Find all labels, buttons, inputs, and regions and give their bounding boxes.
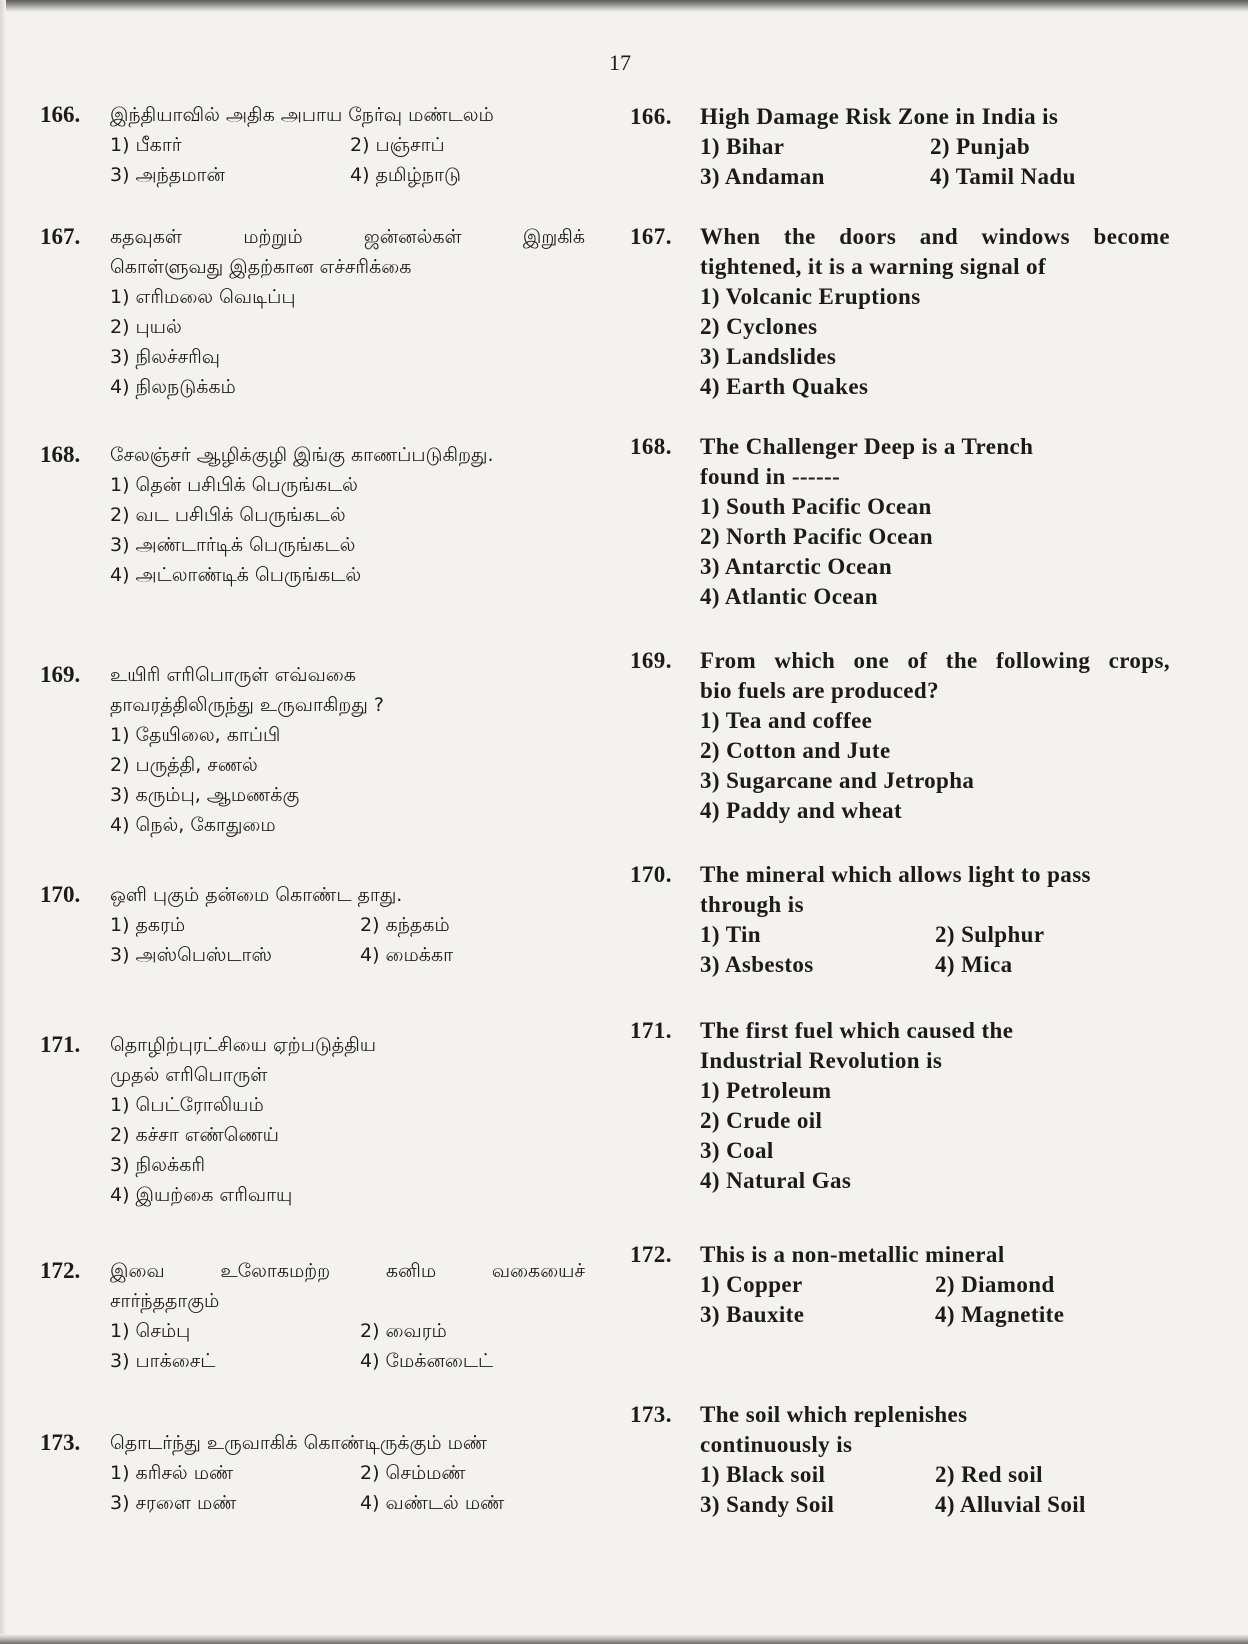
question-stem: இந்தியாவில் அதிக அபாய நேர்வு மண்டலம் [110, 104, 494, 126]
question-stem-line-2: முதல் எரிபொருள் [110, 1064, 268, 1086]
question-number: 171. [40, 1032, 81, 1057]
option-2: 2) North Pacific Ocean [700, 524, 933, 549]
question-number: 172. [630, 1242, 672, 1267]
option-2: 2) Crude oil [700, 1108, 823, 1133]
option-4: 4) Paddy and wheat [700, 798, 903, 823]
option-1: 1) Bihar [700, 134, 785, 159]
option-4: 4) நிலநடுக்கம் [110, 376, 236, 398]
question-stem: தொடர்ந்து உருவாகிக் கொண்டிருக்கும் மண் [110, 1432, 488, 1454]
scan-edge-left [0, 0, 6, 1644]
question-stem: ஒளி புகும் தன்மை கொண்ட தாது. [110, 884, 403, 906]
question-stem: This is a non-metallic mineral [700, 1242, 1005, 1267]
option-4: 4) Mica [935, 952, 1013, 977]
option-2: 2) Red soil [935, 1462, 1043, 1487]
option-2: 2) Cyclones [700, 314, 818, 339]
option-2: 2) Sulphur [935, 922, 1045, 947]
option-3: 3) நிலச்சரிவு [110, 346, 220, 368]
question-number: 170. [630, 862, 672, 887]
question-number: 168. [630, 434, 672, 459]
question-number: 166. [40, 102, 81, 127]
option-1: 1) South Pacific Ocean [700, 494, 932, 519]
scan-edge-top [0, 0, 1248, 12]
option-1: 1) தேயிலை, காப்பி [110, 724, 281, 746]
option-3: 3) சரளை மண் [110, 1492, 237, 1514]
question-number: 170. [40, 882, 81, 907]
question-number: 166. [630, 104, 672, 129]
option-2: 2) Cotton and Jute [700, 738, 891, 763]
option-4: 4) Natural Gas [700, 1168, 852, 1193]
option-4: 4) Atlantic Ocean [700, 584, 878, 609]
option-4: 4) நெல், கோதுமை [110, 814, 276, 836]
page-number: 17 [609, 50, 631, 75]
option-3: 3) அந்தமான் [110, 164, 225, 186]
question-stem-line-2: continuously is [700, 1432, 853, 1457]
option-4: 4) அட்லாண்டிக் பெருங்கடல் [110, 564, 362, 586]
option-3: 3) Asbestos [700, 952, 814, 977]
option-1: 1) Tea and coffee [700, 708, 873, 733]
option-1: 1) Petroleum [700, 1078, 832, 1103]
question-stem-line-2: Industrial Revolution is [700, 1048, 943, 1073]
question-number: 173. [40, 1430, 81, 1455]
question-stem-line-1: The Challenger Deep is a Trench [700, 434, 1034, 459]
option-4: 4) Earth Quakes [700, 374, 869, 399]
option-2: 2) வைரம் [360, 1320, 447, 1342]
question-stem-line-2: தாவரத்திலிருந்து உருவாகிறது ? [110, 694, 384, 716]
option-4: 4) மைக்கா [360, 944, 454, 966]
option-3: 3) Coal [700, 1138, 774, 1163]
question-stem-line-1: When the doors and windows become [700, 224, 1170, 249]
option-3: 3) Bauxite [700, 1302, 805, 1327]
option-2: 2) கந்தகம் [360, 914, 450, 936]
option-2: 2) வட பசிபிக் பெருங்கடல் [110, 504, 346, 526]
option-1: 1) Volcanic Eruptions [700, 284, 921, 309]
option-3: 3) Sandy Soil [700, 1492, 835, 1517]
option-1: 1) எரிமலை வெடிப்பு [110, 286, 296, 308]
option-3: 3) நிலக்கரி [110, 1154, 206, 1176]
scan-edge-bottom [0, 1634, 1248, 1644]
question-number: 172. [40, 1258, 81, 1283]
option-1: 1) Tin [700, 922, 762, 947]
option-1: 1) தென் பசிபிக் பெருங்கடல் [110, 474, 358, 496]
question-stem-line-2: through is [700, 892, 804, 917]
question-number: 167. [40, 224, 81, 249]
question-stem: சேலஞ்சர் ஆழிக்குழி இங்கு காணப்படுகிறது. [110, 444, 494, 466]
option-4: 4) வண்டல் மண் [360, 1492, 505, 1514]
question-stem-line-1: From which one of the following crops, [700, 648, 1170, 673]
option-2: 2) செம்மண் [360, 1462, 466, 1484]
question-number: 167. [630, 224, 672, 249]
question-stem-line-2: சார்ந்ததாகும் [110, 1290, 220, 1312]
option-1: 1) பெட்ரோலியம் [110, 1094, 264, 1116]
option-3: 3) பாக்சைட் [110, 1350, 216, 1372]
option-3: 3) கரும்பு, ஆமணக்கு [110, 784, 300, 806]
option-3: 3) அண்டார்டிக் பெருங்கடல் [110, 534, 356, 556]
question-number: 173. [630, 1402, 672, 1427]
option-1: 1) Copper [700, 1272, 803, 1297]
question-number: 168. [40, 442, 81, 467]
option-1: 1) Black soil [700, 1462, 826, 1487]
option-1: 1) தகரம் [110, 914, 186, 936]
question-number: 171. [630, 1018, 672, 1043]
question-stem-line-1: கதவுகள் மற்றும் ஜன்னல்கள் இறுகிக் [110, 226, 585, 248]
option-2: 2) கச்சா எண்ணெய் [110, 1124, 279, 1146]
question-stem-line-1: The mineral which allows light to pass [700, 862, 1091, 887]
question-stem-line-1: The first fuel which caused the [700, 1018, 1014, 1043]
question-stem-line-2: bio fuels are produced? [700, 678, 940, 703]
option-2: 2) புயல் [110, 316, 182, 338]
option-4: 4) தமிழ்நாடு [350, 164, 461, 186]
option-3: 3) Antarctic Ocean [700, 554, 893, 579]
question-stem-line-1: The soil which replenishes [700, 1402, 968, 1427]
question-stem-line-2: found in ------ [700, 464, 841, 489]
option-4: 4) Magnetite [935, 1302, 1065, 1327]
option-1: 1) கரிசல் மண் [110, 1462, 234, 1484]
option-2: 2) Diamond [935, 1272, 1055, 1297]
question-stem-line-1: உயிரி எரிபொருள் எவ்வகை [110, 664, 356, 686]
option-3: 3) Andaman [700, 164, 825, 189]
option-2: 2) Punjab [930, 134, 1031, 159]
question-stem: High Damage Risk Zone in India is [700, 104, 1059, 129]
option-3: 3) Landslides [700, 344, 837, 369]
option-4: 4) இயற்கை எரிவாயு [110, 1184, 293, 1206]
option-4: 4) Tamil Nadu [930, 164, 1076, 189]
question-stem-line-1: இவை உலோகமற்ற கனிம வகையைச் [110, 1260, 585, 1282]
option-3: 3) அஸ்பெஸ்டாஸ் [110, 944, 272, 966]
option-1: 1) பீகார் [110, 134, 182, 156]
question-stem-line-1: தொழிற்புரட்சியை ஏற்படுத்திய [110, 1034, 377, 1056]
option-2: 2) பஞ்சாப் [350, 134, 445, 156]
question-number: 169. [40, 662, 81, 687]
option-3: 3) Sugarcane and Jetropha [700, 768, 975, 793]
question-stem-line-2: tightened, it is a warning signal of [700, 254, 1047, 279]
option-4: 4) Alluvial Soil [935, 1492, 1086, 1517]
option-1: 1) செம்பு [110, 1320, 191, 1342]
question-stem-line-2: கொள்ளுவது இதற்கான எச்சரிக்கை [110, 256, 412, 278]
option-4: 4) மேக்னடைட் [360, 1350, 494, 1372]
question-number: 169. [630, 648, 672, 673]
option-2: 2) பருத்தி, சணல் [110, 754, 258, 776]
